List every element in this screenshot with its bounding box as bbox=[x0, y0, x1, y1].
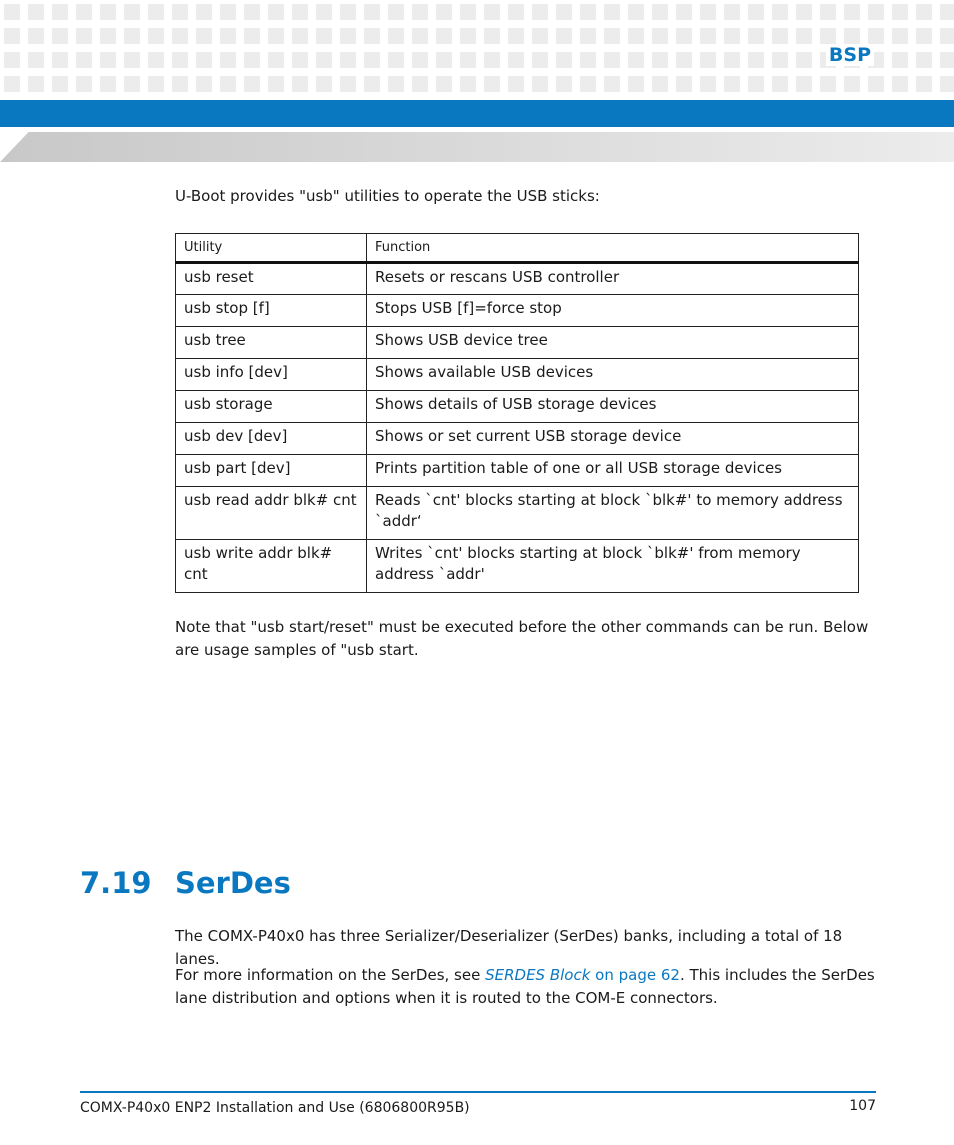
pattern-square bbox=[52, 76, 68, 92]
pattern-square bbox=[364, 28, 380, 44]
pattern-square bbox=[196, 28, 212, 44]
pattern-square bbox=[172, 28, 188, 44]
pattern-square bbox=[244, 52, 260, 68]
pattern-square bbox=[796, 4, 812, 20]
pattern-square bbox=[292, 28, 308, 44]
pattern-row-2 bbox=[4, 28, 954, 44]
pattern-square bbox=[604, 28, 620, 44]
table-row bbox=[176, 391, 859, 423]
header-pattern bbox=[0, 0, 954, 98]
pattern-square bbox=[700, 52, 716, 68]
pattern-square bbox=[4, 4, 20, 20]
pattern-square bbox=[52, 28, 68, 44]
function-cell: Resets or rescans USB controller bbox=[367, 263, 859, 295]
pattern-square bbox=[460, 28, 476, 44]
pattern-square bbox=[268, 76, 284, 92]
header-gray-bar bbox=[0, 132, 954, 162]
utility-cell: usb part [dev] bbox=[176, 455, 367, 487]
pattern-square bbox=[172, 76, 188, 92]
pattern-square bbox=[316, 76, 332, 92]
pattern-square bbox=[676, 52, 692, 68]
pattern-square bbox=[508, 28, 524, 44]
pattern-square bbox=[4, 52, 20, 68]
pattern-square bbox=[940, 52, 954, 68]
pattern-square bbox=[940, 4, 954, 20]
pattern-square bbox=[436, 52, 452, 68]
pattern-square bbox=[364, 76, 380, 92]
pattern-square bbox=[508, 52, 524, 68]
utility-cell: usb reset bbox=[176, 263, 367, 295]
para2-suffix: . This includes the SerDes lane distribution and options when it is routed to the COM-E connectors. bbox=[175, 966, 875, 1007]
table-row bbox=[176, 423, 859, 455]
pattern-square bbox=[436, 28, 452, 44]
pattern-square bbox=[28, 4, 44, 20]
table-row bbox=[176, 327, 859, 359]
pattern-square bbox=[316, 4, 332, 20]
table-header-utility: Utility bbox=[176, 234, 367, 263]
pattern-square bbox=[244, 28, 260, 44]
pattern-square bbox=[820, 76, 836, 92]
pattern-square bbox=[628, 76, 644, 92]
pattern-square bbox=[148, 4, 164, 20]
pattern-square bbox=[676, 76, 692, 92]
pattern-square bbox=[724, 76, 740, 92]
pattern-square bbox=[220, 52, 236, 68]
function-cell: Reads `cnt' blocks starting at block `blk#' to memory address `addr‘ bbox=[367, 487, 859, 540]
pattern-square bbox=[892, 76, 908, 92]
pattern-square bbox=[388, 76, 404, 92]
pattern-square bbox=[772, 4, 788, 20]
pattern-square bbox=[148, 52, 164, 68]
pattern-square bbox=[748, 28, 764, 44]
pattern-square bbox=[652, 76, 668, 92]
pattern-square bbox=[460, 4, 476, 20]
utility-cell: usb write addr blk# cnt bbox=[176, 540, 367, 593]
usb-utilities-table bbox=[175, 233, 859, 593]
pattern-square bbox=[796, 76, 812, 92]
pattern-square bbox=[604, 76, 620, 92]
footer-page-number: 107 bbox=[849, 1098, 876, 1114]
function-cell: Shows details of USB storage devices bbox=[367, 391, 859, 423]
pattern-square bbox=[796, 52, 812, 68]
pattern-square bbox=[196, 4, 212, 20]
pattern-square bbox=[340, 76, 356, 92]
pattern-square bbox=[220, 76, 236, 92]
pattern-square bbox=[556, 76, 572, 92]
pattern-square bbox=[532, 52, 548, 68]
pattern-square bbox=[100, 4, 116, 20]
pattern-square bbox=[388, 52, 404, 68]
pattern-square bbox=[724, 28, 740, 44]
pattern-square bbox=[268, 4, 284, 20]
function-cell: Shows available USB devices bbox=[367, 359, 859, 391]
pattern-square bbox=[172, 4, 188, 20]
pattern-square bbox=[700, 4, 716, 20]
pattern-square bbox=[868, 76, 884, 92]
pattern-square bbox=[340, 4, 356, 20]
pattern-square bbox=[484, 28, 500, 44]
pattern-square bbox=[340, 52, 356, 68]
table-row bbox=[176, 487, 859, 540]
utility-cell: usb tree bbox=[176, 327, 367, 359]
pattern-square bbox=[52, 4, 68, 20]
pattern-square bbox=[28, 28, 44, 44]
table-header-function: Function bbox=[367, 234, 859, 263]
pattern-square bbox=[772, 28, 788, 44]
pattern-square bbox=[532, 76, 548, 92]
pattern-square bbox=[412, 52, 428, 68]
pattern-square bbox=[508, 4, 524, 20]
table-row bbox=[176, 359, 859, 391]
pattern-square bbox=[676, 4, 692, 20]
pattern-square bbox=[844, 76, 860, 92]
pattern-square bbox=[484, 76, 500, 92]
pattern-square bbox=[52, 52, 68, 68]
pattern-square bbox=[748, 52, 764, 68]
pattern-square bbox=[316, 52, 332, 68]
pattern-square bbox=[844, 28, 860, 44]
pattern-square bbox=[532, 4, 548, 20]
pattern-square bbox=[76, 4, 92, 20]
pattern-square bbox=[724, 4, 740, 20]
pattern-square bbox=[196, 52, 212, 68]
pattern-square bbox=[628, 28, 644, 44]
pattern-square bbox=[916, 52, 932, 68]
pattern-row-4 bbox=[4, 76, 954, 92]
pattern-square bbox=[292, 76, 308, 92]
pattern-square bbox=[652, 28, 668, 44]
pattern-square bbox=[124, 28, 140, 44]
pattern-square bbox=[700, 76, 716, 92]
pattern-square bbox=[76, 52, 92, 68]
pattern-square bbox=[244, 4, 260, 20]
pattern-square bbox=[868, 4, 884, 20]
pattern-square bbox=[172, 52, 188, 68]
pattern-square bbox=[916, 28, 932, 44]
function-cell: Prints partition table of one or all USB storage devices bbox=[367, 455, 859, 487]
pattern-square bbox=[316, 28, 332, 44]
pattern-square bbox=[460, 52, 476, 68]
pattern-square bbox=[124, 4, 140, 20]
pattern-square bbox=[412, 76, 428, 92]
function-cell: Writes `cnt' blocks starting at block `blk#' from memory address `addr' bbox=[367, 540, 859, 593]
table-header-row bbox=[176, 234, 859, 263]
pattern-square bbox=[100, 28, 116, 44]
pattern-square bbox=[892, 52, 908, 68]
pattern-square bbox=[580, 52, 596, 68]
pattern-square bbox=[628, 4, 644, 20]
pattern-square bbox=[580, 4, 596, 20]
pattern-square bbox=[196, 76, 212, 92]
function-cell: Shows or set current USB storage device bbox=[367, 423, 859, 455]
pattern-square bbox=[364, 4, 380, 20]
section-title: SerDes bbox=[175, 866, 291, 900]
pattern-square bbox=[868, 28, 884, 44]
pattern-square bbox=[940, 28, 954, 44]
pattern-square bbox=[292, 4, 308, 20]
intro-paragraph: U-Boot provides "usb" utilities to operate the USB sticks: bbox=[175, 187, 600, 205]
pattern-square bbox=[412, 28, 428, 44]
pattern-square bbox=[4, 76, 20, 92]
pattern-square bbox=[892, 4, 908, 20]
pattern-square bbox=[388, 28, 404, 44]
table-row bbox=[176, 295, 859, 327]
pattern-square bbox=[76, 28, 92, 44]
utility-cell: usb dev [dev] bbox=[176, 423, 367, 455]
pattern-square bbox=[772, 76, 788, 92]
pattern-square bbox=[364, 52, 380, 68]
pattern-square bbox=[28, 52, 44, 68]
pattern-square bbox=[724, 52, 740, 68]
pattern-square bbox=[628, 52, 644, 68]
pattern-square bbox=[796, 28, 812, 44]
pattern-square bbox=[820, 4, 836, 20]
pattern-square bbox=[148, 76, 164, 92]
pattern-square bbox=[220, 4, 236, 20]
footer-doc-title: COMX-P40x0 ENP2 Installation and Use (6806800R95B) bbox=[80, 1100, 470, 1116]
pattern-square bbox=[148, 28, 164, 44]
pattern-square bbox=[652, 4, 668, 20]
serdes-paragraph-2 bbox=[175, 964, 875, 1010]
pattern-square bbox=[772, 52, 788, 68]
pattern-square bbox=[940, 76, 954, 92]
serdes-block-link[interactable]: SERDES Block bbox=[485, 966, 591, 984]
pattern-square bbox=[820, 28, 836, 44]
pattern-square bbox=[604, 4, 620, 20]
pattern-square bbox=[700, 28, 716, 44]
pattern-square bbox=[748, 4, 764, 20]
pattern-square bbox=[28, 76, 44, 92]
utility-cell: usb storage bbox=[176, 391, 367, 423]
table-row bbox=[176, 455, 859, 487]
note-paragraph: Note that "usb start/reset" must be executed before the other commands can be run. Below are usage samples of "usb start. bbox=[175, 618, 869, 659]
pattern-square bbox=[844, 4, 860, 20]
section-number: 7.19 bbox=[80, 866, 152, 900]
pattern-square bbox=[580, 28, 596, 44]
pattern-square bbox=[508, 76, 524, 92]
pattern-square bbox=[292, 52, 308, 68]
pattern-square bbox=[124, 52, 140, 68]
para2-prefix: For more information on the SerDes, see bbox=[175, 966, 486, 984]
utility-cell: usb read addr blk# cnt bbox=[176, 487, 367, 540]
pattern-square bbox=[532, 28, 548, 44]
page-reference-link[interactable]: on page 62 bbox=[590, 966, 680, 984]
pattern-square bbox=[220, 28, 236, 44]
pattern-square bbox=[484, 4, 500, 20]
pattern-square bbox=[436, 76, 452, 92]
section-tag: BSP bbox=[826, 44, 874, 66]
pattern-square bbox=[652, 52, 668, 68]
pattern-square bbox=[916, 4, 932, 20]
table-row bbox=[176, 263, 859, 295]
pattern-square bbox=[244, 76, 260, 92]
pattern-square bbox=[100, 52, 116, 68]
serdes-paragraph-1: The COMX-P40x0 has three Serializer/Deserializer (SerDes) banks, including a total of 18 lanes. bbox=[175, 927, 843, 968]
footer-rule bbox=[80, 1091, 876, 1093]
pattern-square bbox=[676, 28, 692, 44]
function-cell: Shows USB device tree bbox=[367, 327, 859, 359]
pattern-square bbox=[556, 4, 572, 20]
pattern-square bbox=[556, 28, 572, 44]
pattern-square bbox=[484, 52, 500, 68]
pattern-row-1 bbox=[4, 4, 954, 20]
pattern-square bbox=[268, 28, 284, 44]
pattern-square bbox=[388, 4, 404, 20]
header-blue-bar bbox=[0, 100, 954, 127]
pattern-square bbox=[556, 52, 572, 68]
pattern-square bbox=[604, 52, 620, 68]
utility-cell: usb stop [f] bbox=[176, 295, 367, 327]
pattern-square bbox=[892, 28, 908, 44]
function-cell: Stops USB [f]=force stop bbox=[367, 295, 859, 327]
pattern-square bbox=[460, 76, 476, 92]
pattern-square bbox=[436, 4, 452, 20]
pattern-square bbox=[124, 76, 140, 92]
pattern-square bbox=[580, 76, 596, 92]
utility-cell: usb info [dev] bbox=[176, 359, 367, 391]
pattern-square bbox=[340, 28, 356, 44]
pattern-square bbox=[100, 76, 116, 92]
pattern-square bbox=[748, 76, 764, 92]
pattern-row-3 bbox=[4, 52, 954, 68]
pattern-square bbox=[916, 76, 932, 92]
pattern-square bbox=[412, 4, 428, 20]
table-row bbox=[176, 540, 859, 593]
pattern-square bbox=[76, 76, 92, 92]
pattern-square bbox=[268, 52, 284, 68]
pattern-square bbox=[4, 28, 20, 44]
